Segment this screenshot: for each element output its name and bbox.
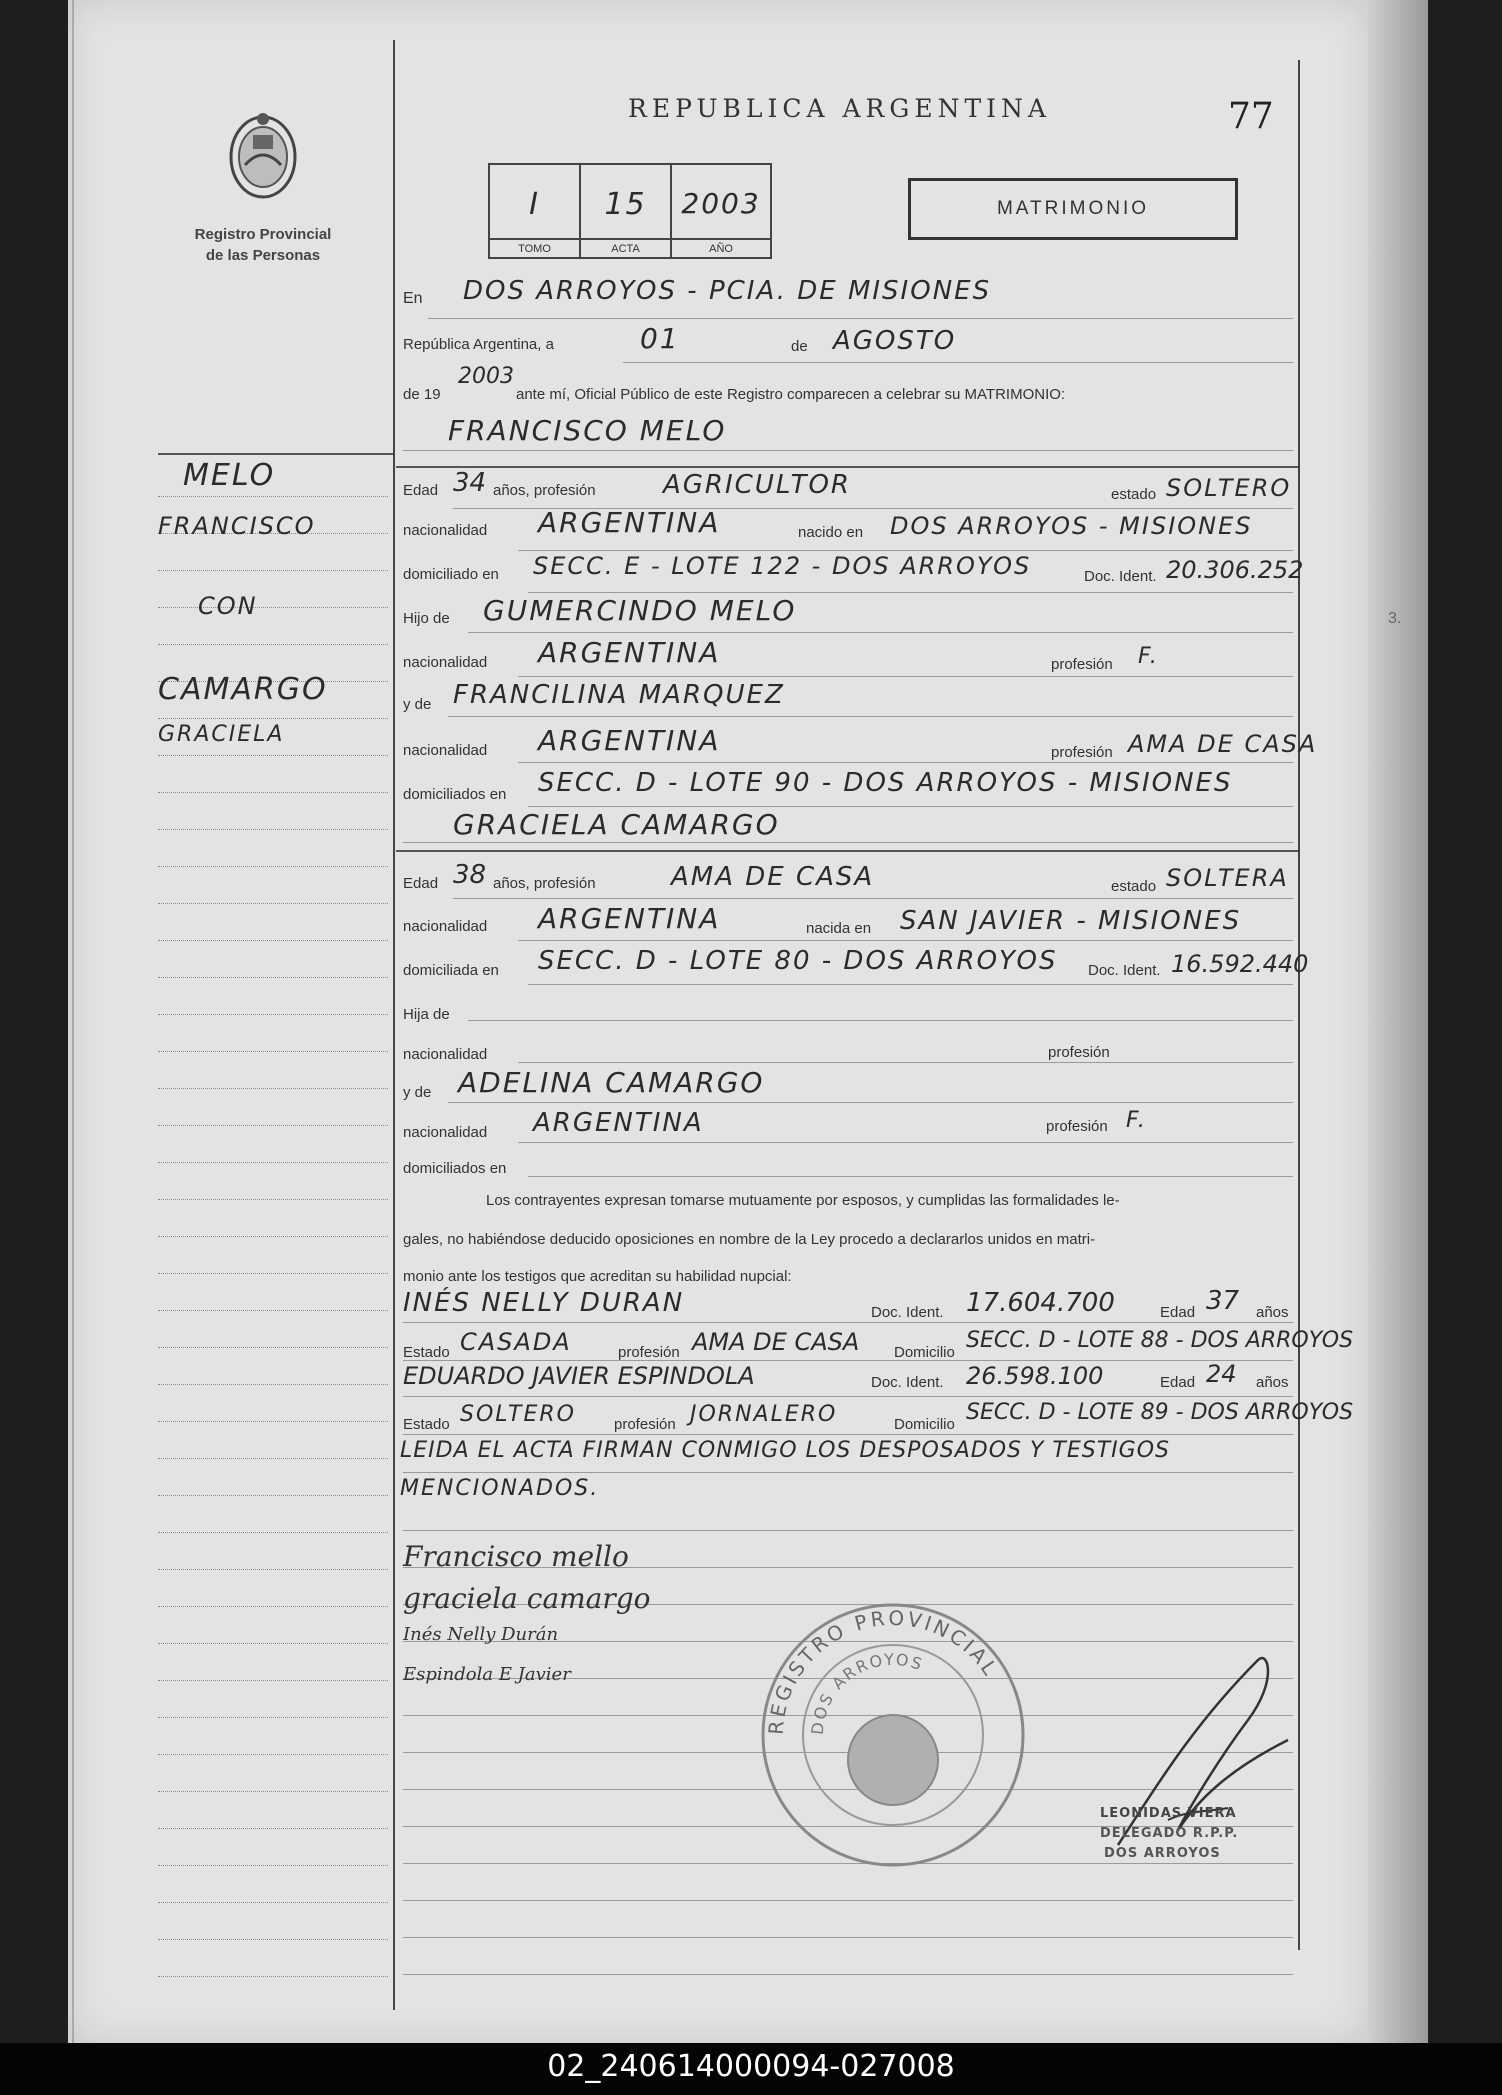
- groom-address: SECC. E - LOTE 122 - DOS ARROYOS: [533, 552, 1032, 580]
- margin-dotted-line: [158, 1828, 388, 1829]
- margin-dotted-line: [158, 1273, 388, 1274]
- bride-address: SECC. D - LOTE 80 - DOS ARROYOS: [538, 946, 1058, 976]
- margin-dotted-line: [158, 1680, 388, 1681]
- rule: [518, 940, 1293, 941]
- bride-nationality: ARGENTINA: [538, 902, 721, 935]
- witness1-address: SECC. D - LOTE 88 - DOS ARROYOS: [966, 1328, 1354, 1353]
- margin-dotted-line: [158, 792, 388, 793]
- margin-dotted-line: [158, 1236, 388, 1237]
- witness2-doc: 26.598.100: [966, 1362, 1104, 1390]
- groom-section-rule: [396, 466, 1298, 468]
- groom-parents-dom-label: domiciliados en: [403, 786, 507, 803]
- bride-mother-prof-label: profesión: [1046, 1118, 1108, 1135]
- witness1-profession: AMA DE CASA: [692, 1328, 860, 1356]
- rule: [518, 550, 1293, 551]
- rule: [403, 1360, 1293, 1361]
- rule: [528, 806, 1293, 807]
- margin-dotted-line: [158, 1865, 388, 1866]
- witness1-estado-label: Estado: [403, 1344, 450, 1361]
- margin-dotted-line: [158, 1051, 388, 1052]
- official-title: DELEGADO R.P.P.: [1100, 1826, 1239, 1841]
- bride-doc: 16.592.440: [1171, 950, 1309, 978]
- year-prefix: de 19: [403, 386, 441, 403]
- place-value: DOS ARROYOS - PCIA. DE MISIONES: [463, 276, 992, 306]
- rule: [448, 716, 1293, 717]
- margin-dotted-line: [158, 1347, 388, 1348]
- bride-dom-label: domiciliada en: [403, 962, 499, 979]
- rule: [623, 362, 1293, 363]
- rule: [403, 1396, 1293, 1397]
- rule: [453, 898, 1293, 899]
- witness1-anos-label: años: [1256, 1304, 1289, 1321]
- acta-label: ACTA: [581, 238, 670, 255]
- bride-yde-label: y de: [403, 1084, 432, 1101]
- closing-line1: LEIDA EL ACTA FIRMAN CONMIGO LOS DESPOSADOS Y TESTIGOS: [400, 1438, 1170, 1463]
- certificate-page: [68, 0, 1402, 2043]
- acta-cell: [581, 165, 672, 257]
- witness2-address: SECC. D - LOTE 89 - DOS ARROYOS: [966, 1400, 1354, 1425]
- edge-mark: 3.: [1388, 610, 1402, 627]
- margin-dotted-line: [158, 866, 388, 867]
- groom-mother: FRANCILINA MARQUEZ: [453, 680, 785, 710]
- witness2-edad-label: Edad: [1160, 1374, 1196, 1391]
- groom-nacido-label: nacido en: [798, 524, 864, 541]
- witness1-prof-label: profesión: [618, 1344, 680, 1361]
- witness1-name: INÉS NELLY DURAN: [403, 1288, 685, 1318]
- margin-dotted-line: [158, 718, 388, 719]
- rule: [518, 1142, 1293, 1143]
- groom-edad-label: Edad: [403, 482, 439, 499]
- act-number-box: [488, 163, 772, 259]
- year-value: 2003: [458, 364, 514, 389]
- bride-mother-nac-label: nacionalidad: [403, 1124, 488, 1141]
- scan-code: 02_240614000094-027008: [547, 2049, 955, 2084]
- ruled-line: [403, 1937, 1293, 1938]
- margin-con: CON: [198, 592, 258, 620]
- margin-dotted-line: [158, 1976, 388, 1977]
- page-edge: [1368, 0, 1428, 2043]
- groom-father: GUMERCINDO MELO: [483, 594, 797, 627]
- groom-estado-label: estado: [1111, 486, 1157, 503]
- groom-anos-label: años, profesión: [493, 482, 596, 499]
- margin-dotted-line: [158, 1939, 388, 1940]
- groom-mother-profession: AMA DE CASA: [1128, 730, 1318, 758]
- witness2-name: EDUARDO JAVIER ESPINDOLA: [403, 1362, 755, 1390]
- ano-label: AÑO: [672, 238, 770, 255]
- groom-doc-label: Doc. Ident.: [1084, 568, 1157, 585]
- witness1-edad-label: Edad: [1160, 1304, 1196, 1321]
- margin-dotted-line: [158, 1902, 388, 1903]
- rule: [528, 592, 1293, 593]
- margin-dotted-line: [158, 1717, 388, 1718]
- rule: [528, 984, 1293, 985]
- bride-anos-label: años, profesión: [493, 875, 596, 892]
- signature-witness1: Inés Nelly Durán: [403, 1624, 559, 1645]
- groom-parents-address: SECC. D - LOTE 90 - DOS ARROYOS - MISIONES: [538, 768, 1233, 798]
- margin-dotted-line: [158, 1310, 388, 1311]
- bride-section-rule: [396, 850, 1298, 852]
- declaration-line2: gales, no habiéndose deducido oposiciones en nombre de la Ley procedo a declararlos unidos en matri-: [403, 1231, 1096, 1248]
- groom-father-nationality: ARGENTINA: [538, 636, 721, 669]
- bride-edad-label: Edad: [403, 875, 439, 892]
- witness1-doc: 17.604.700: [966, 1288, 1115, 1318]
- ano-cell: [672, 165, 770, 257]
- registry-line2: de las Personas: [205, 247, 321, 264]
- republica-label: República Argentina, a: [403, 336, 554, 353]
- day-value: 01: [640, 322, 680, 355]
- bride-age: 38: [453, 860, 487, 890]
- tomo-value: I: [529, 187, 540, 222]
- margin-dotted-line: [158, 644, 388, 645]
- margin-dotted-line: [158, 1125, 388, 1126]
- rule: [468, 1020, 1293, 1021]
- bride-parents-dom-label: domiciliados en: [403, 1160, 507, 1177]
- bride-profession: AMA DE CASA: [671, 862, 875, 892]
- rule: [518, 1062, 1293, 1063]
- country-title: REPUBLICA ARGENTINA: [628, 94, 1051, 123]
- rule: [403, 1434, 1293, 1435]
- margin-dotted-line: [158, 1458, 388, 1459]
- bride-name: GRACIELA CAMARGO: [453, 808, 780, 841]
- scan-footer: [0, 2043, 1502, 2095]
- page-number: 77: [1228, 96, 1274, 137]
- signature-bride: graciela camargo: [403, 1582, 651, 1615]
- de-label: de: [791, 338, 808, 355]
- witness2-anos-label: años: [1256, 1374, 1289, 1391]
- rule: [518, 762, 1293, 763]
- bride-nacida-label: nacida en: [806, 920, 872, 937]
- bride-mother-profession: F.: [1126, 1108, 1147, 1133]
- groom-father-nac-label: nacionalidad: [403, 654, 488, 671]
- margin-dotted-line: [158, 1606, 388, 1607]
- groom-profession: AGRICULTOR: [663, 470, 851, 500]
- margin-dotted-line: [158, 755, 388, 756]
- witness2-dom-label: Domicilio: [894, 1416, 955, 1433]
- rule: [528, 1176, 1293, 1177]
- groom-hijo-label: Hijo de: [403, 610, 450, 627]
- groom-mother-nationality: ARGENTINA: [538, 724, 721, 757]
- margin-dotted-line: [158, 903, 388, 904]
- seal-inner-text: DOS ARROYOS: [807, 1649, 927, 1736]
- seal-outer-text: REGISTRO PROVINCIAL: [763, 1605, 1004, 1736]
- witness2-profession: JORNALERO: [690, 1402, 838, 1427]
- rule: [468, 632, 1293, 633]
- groom-name: FRANCISCO MELO: [448, 414, 727, 447]
- bride-father-nac-label: nacionalidad: [403, 1046, 488, 1063]
- witness1-doc-label: Doc. Ident.: [871, 1304, 944, 1321]
- margin-top-rule: [158, 453, 393, 455]
- margin-dotted-line: [158, 1162, 388, 1163]
- margin-rule: [393, 40, 395, 2010]
- witness2-doc-label: Doc. Ident.: [871, 1374, 944, 1391]
- margin-dotted-line: [158, 1532, 388, 1533]
- groom-nationality: ARGENTINA: [538, 506, 721, 539]
- month-value: AGOSTO: [833, 326, 957, 356]
- bride-mother: ADELINA CAMARGO: [458, 1066, 765, 1099]
- bride-estado-label: estado: [1111, 878, 1157, 895]
- margin-dotted-line: [158, 1384, 388, 1385]
- bride-doc-label: Doc. Ident.: [1088, 962, 1161, 979]
- groom-nac-label: nacionalidad: [403, 522, 488, 539]
- rule: [403, 450, 1293, 451]
- witness1-age: 37: [1206, 1286, 1240, 1316]
- coat-of-arms-icon: [223, 105, 303, 205]
- bride-father-prof-label: profesión: [1048, 1044, 1110, 1061]
- margin-surname-1: MELO: [183, 458, 276, 493]
- margin-name-2: GRACIELA: [158, 722, 285, 747]
- margin-dotted-line: [158, 1199, 388, 1200]
- witness2-estado-label: Estado: [403, 1416, 450, 1433]
- official-place: DOS ARROYOS: [1104, 1846, 1221, 1861]
- witness1-estado: CASADA: [460, 1328, 572, 1356]
- margin-dotted-line: [158, 1791, 388, 1792]
- rule: [403, 1322, 1293, 1323]
- witness2-age: 24: [1206, 1360, 1237, 1388]
- signature-witness2: Espindola E Javier: [403, 1664, 571, 1685]
- official-seal-icon: [748, 1590, 1038, 1880]
- declaration-line3: monio ante los testigos que acreditan su habilidad nupcial:: [403, 1268, 792, 1285]
- groom-age: 34: [453, 468, 487, 498]
- margin-dotted-line: [158, 1569, 388, 1570]
- ruled-line: [403, 1530, 1293, 1531]
- margin-dotted-line: [158, 570, 388, 571]
- margin-name-1: FRANCISCO: [158, 512, 316, 540]
- margin-dotted-line: [158, 829, 388, 830]
- signature-groom: Francisco mello: [403, 1540, 629, 1573]
- margin-dotted-line: [158, 1495, 388, 1496]
- bride-estado: SOLTERA: [1166, 864, 1289, 892]
- witness2-estado: SOLTERO: [460, 1402, 576, 1427]
- groom-father-profession: F.: [1138, 644, 1159, 669]
- groom-yde-label: y de: [403, 696, 432, 713]
- groom-birthplace: DOS ARROYOS - MISIONES: [890, 512, 1253, 540]
- witness1-dom-label: Domicilio: [894, 1344, 955, 1361]
- declaration-line1: Los contrayentes expresan tomarse mutuamente por esposos, y cumplidas las formalidades le-: [486, 1192, 1120, 1209]
- groom-estado: SOLTERO: [1166, 474, 1292, 502]
- bride-birthplace: SAN JAVIER - MISIONES: [900, 906, 1242, 936]
- groom-father-prof-label: profesión: [1051, 656, 1113, 673]
- tomo-label: TOMO: [490, 238, 579, 255]
- act-type-box: MATRIMONIO: [908, 178, 1238, 240]
- margin-dotted-line: [158, 1088, 388, 1089]
- rule: [448, 1102, 1293, 1103]
- groom-doc: 20.306.252: [1166, 556, 1304, 584]
- groom-dom-label: domiciliado en: [403, 566, 499, 583]
- margin-dotted-line: [158, 496, 388, 497]
- bride-mother-nationality: ARGENTINA: [533, 1108, 704, 1138]
- tomo-cell: [490, 165, 581, 257]
- margin-dotted-line: [158, 1643, 388, 1644]
- intro-text: ante mí, Oficial Público de este Registro comparecen a celebrar su MATRIMONIO:: [516, 386, 1066, 403]
- ruled-line: [403, 1974, 1293, 1975]
- rule: [518, 676, 1293, 677]
- margin-dotted-line: [158, 1014, 388, 1015]
- margin-dotted-line: [158, 1421, 388, 1422]
- ano-value: 2003: [681, 187, 761, 220]
- rule: [403, 1472, 1293, 1473]
- binding-edge: [72, 0, 74, 2043]
- acta-value: 15: [604, 187, 647, 222]
- margin-dotted-line: [158, 940, 388, 941]
- bride-hija-label: Hija de: [403, 1006, 450, 1023]
- registry-line1: Registro Provincial: [194, 226, 332, 243]
- ruled-line: [403, 1900, 1293, 1901]
- bride-nac-label: nacionalidad: [403, 918, 488, 935]
- margin-dotted-line: [158, 977, 388, 978]
- right-rule: [1298, 60, 1300, 1950]
- margin-dotted-line: [158, 607, 388, 608]
- groom-mother-prof-label: profesión: [1051, 744, 1113, 761]
- margin-dotted-line: [158, 1754, 388, 1755]
- margin-surname-2: CAMARGO: [158, 672, 328, 707]
- rule: [403, 842, 1293, 843]
- closing-line2: MENCIONADOS.: [400, 1476, 600, 1501]
- witness2-prof-label: profesión: [614, 1416, 676, 1433]
- rule: [428, 318, 1293, 319]
- en-label: En: [403, 290, 423, 307]
- groom-mother-nac-label: nacionalidad: [403, 742, 488, 759]
- official-name: LEONIDAS VIERA: [1100, 1806, 1237, 1821]
